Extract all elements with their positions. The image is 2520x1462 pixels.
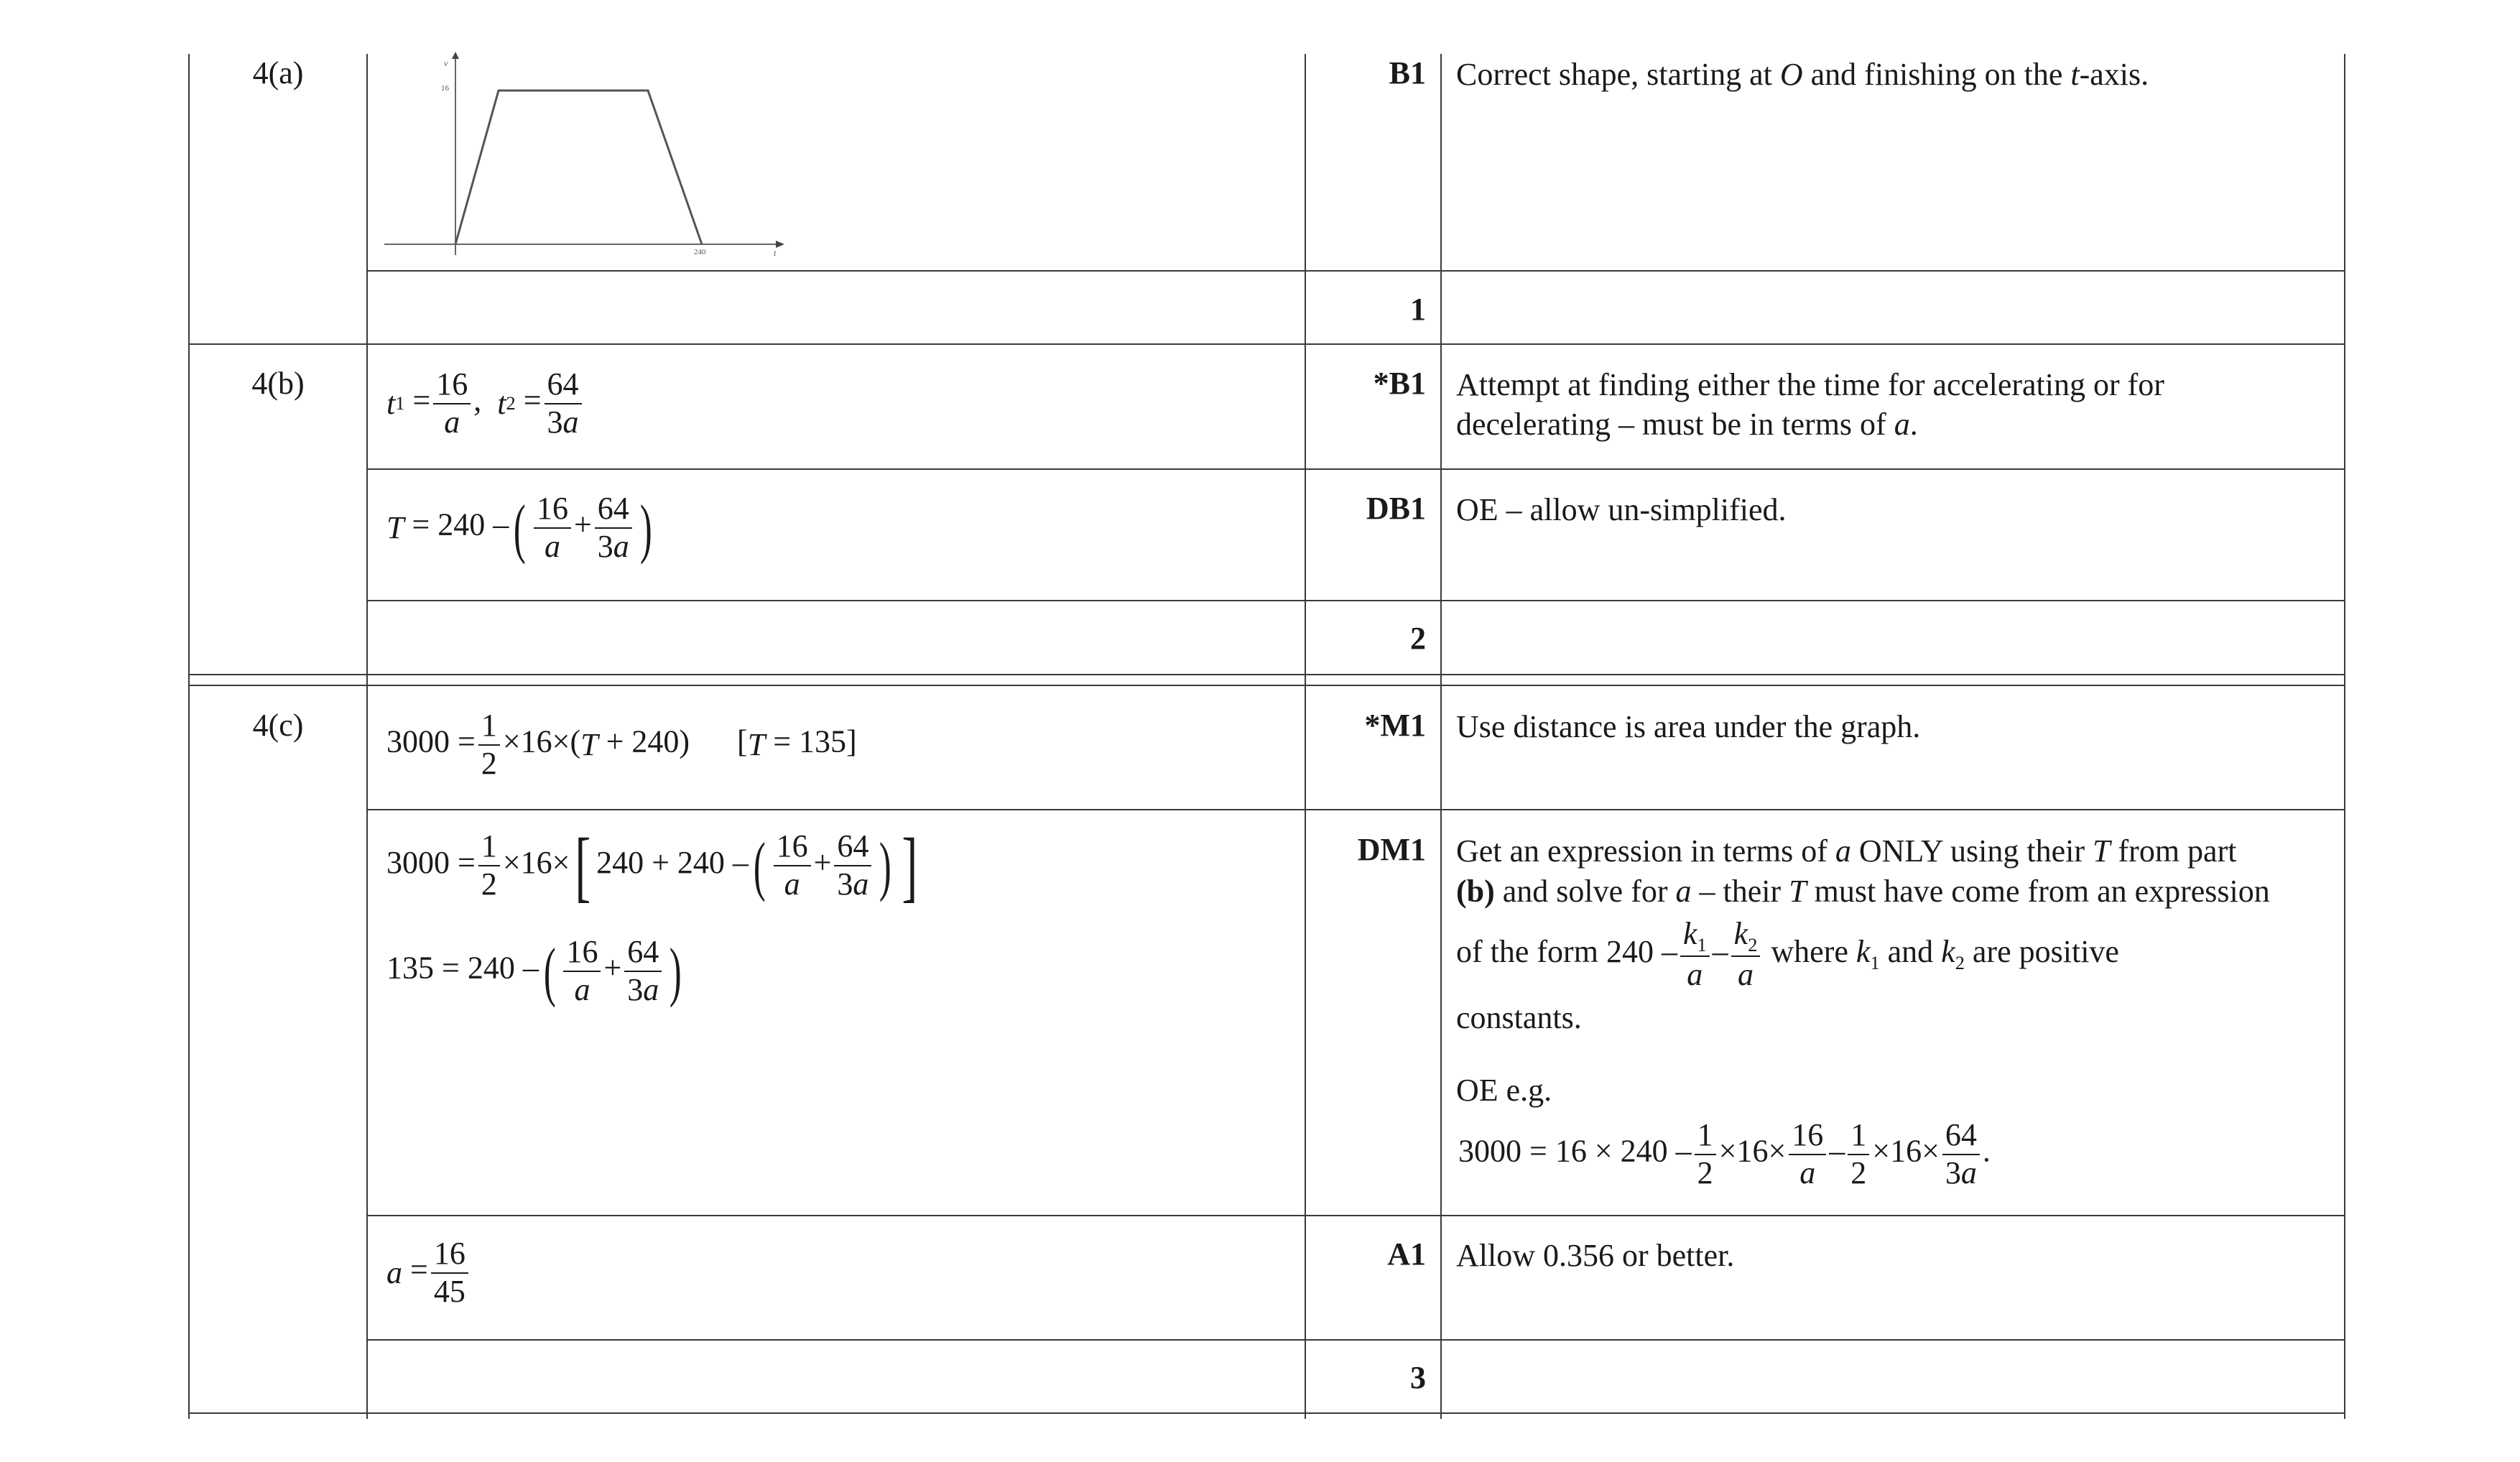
graph-y-tick: 16 xyxy=(441,84,449,93)
grid-line xyxy=(188,674,2345,675)
mark-DM1: DM1 xyxy=(1357,832,1426,867)
grid-line xyxy=(188,1412,2345,1414)
graph-y-label: v xyxy=(444,58,448,68)
grid-line xyxy=(366,270,2345,272)
grid-line xyxy=(366,809,2345,810)
guidance-4a: Correct shape, starting at O and finishing on the t-axis. xyxy=(1456,57,2149,92)
grid-line xyxy=(188,343,2345,345)
guidance-4c-example: 3000 = 16 × 240 – $\frac{1}{2}$ ×16× $\frac{16}{a}$ – $\frac{1}{2}$ ×16× $\frac{64}{3a}$ . xyxy=(1458,1117,1991,1190)
total-4b: 2 xyxy=(1410,621,1426,656)
graph-x-axis-arrow xyxy=(776,241,784,248)
grid-line xyxy=(1440,54,1442,1419)
guidance-4b-2: OE – allow un-simplified. xyxy=(1456,492,1787,527)
mark-star-B1: *B1 xyxy=(1373,366,1426,401)
question-id-4a: 4(a) xyxy=(252,55,304,91)
mark-A1: A1 xyxy=(1387,1236,1426,1272)
graph-trapezium xyxy=(455,91,702,244)
grid-line xyxy=(366,468,2345,470)
grid-line xyxy=(366,600,2345,601)
guidance-4c-oe: OE e.g. xyxy=(1456,1073,1552,1108)
answer-4c-135: 135 = 240 –( $\frac{16}{a}$ + $\frac{64}{3a}$ ) xyxy=(386,934,682,1008)
grid-line xyxy=(188,685,2345,686)
total-4a: 1 xyxy=(1410,292,1426,327)
guidance-4c-2: Get an expression in terms of a ONLY using their T from part (b) and solve for a – their T must have come from an expression of the form 240 – $\frac{k_1}{a}$ – $\frac{k_2}{a}$ where $k_1$ and $k_2$ are positive constants. xyxy=(1456,833,2270,1035)
total-4c: 3 xyxy=(1410,1360,1426,1395)
mark-DB1: DB1 xyxy=(1366,491,1426,526)
graph-y-axis-arrow xyxy=(452,52,459,59)
question-id-4c: 4(c) xyxy=(252,708,304,743)
answer-4c-area: 3000 = $\frac{1}{2}$ ×16×(T + 240) [T = 135] xyxy=(386,708,857,781)
guidance-4c-3: Allow 0.356 or better. xyxy=(1456,1238,1735,1273)
mark-star-M1: *M1 xyxy=(1364,708,1426,743)
grid-line xyxy=(1305,54,1306,1419)
question-id-4b: 4(b) xyxy=(251,366,305,401)
answer-4b-times: t1 = $\frac{16}{a}$ , t2 = $\frac{64}{3a}$ xyxy=(386,366,585,440)
answer-4c-expression: 3000 = $\frac{1}{2}$ ×16×[ 240 + 240 –( $\frac{16}{a}$ + $\frac{64}{3a}$ ) ] xyxy=(386,822,918,910)
velocity-time-graph xyxy=(374,50,790,266)
graph-x-tick: 240 xyxy=(694,248,706,256)
grid-line xyxy=(366,1339,2345,1341)
guidance-4c-1: Use distance is area under the graph. xyxy=(1456,709,1921,744)
grid-line xyxy=(2344,54,2345,1419)
guidance-4b-1: Attempt at finding either the time for accelerating or for decelerating – must be in terms of a. xyxy=(1456,367,2164,442)
mark-B1: B1 xyxy=(1389,55,1426,91)
answer-4c-a: a = $\frac{16}{45}$ xyxy=(386,1236,471,1310)
grid-line xyxy=(366,1215,2345,1216)
graph-x-label: t xyxy=(774,248,777,258)
answer-4b-T: T = 240 –( $\frac{16}{a}$ + $\frac{64}{3a}$ ) xyxy=(386,491,652,565)
